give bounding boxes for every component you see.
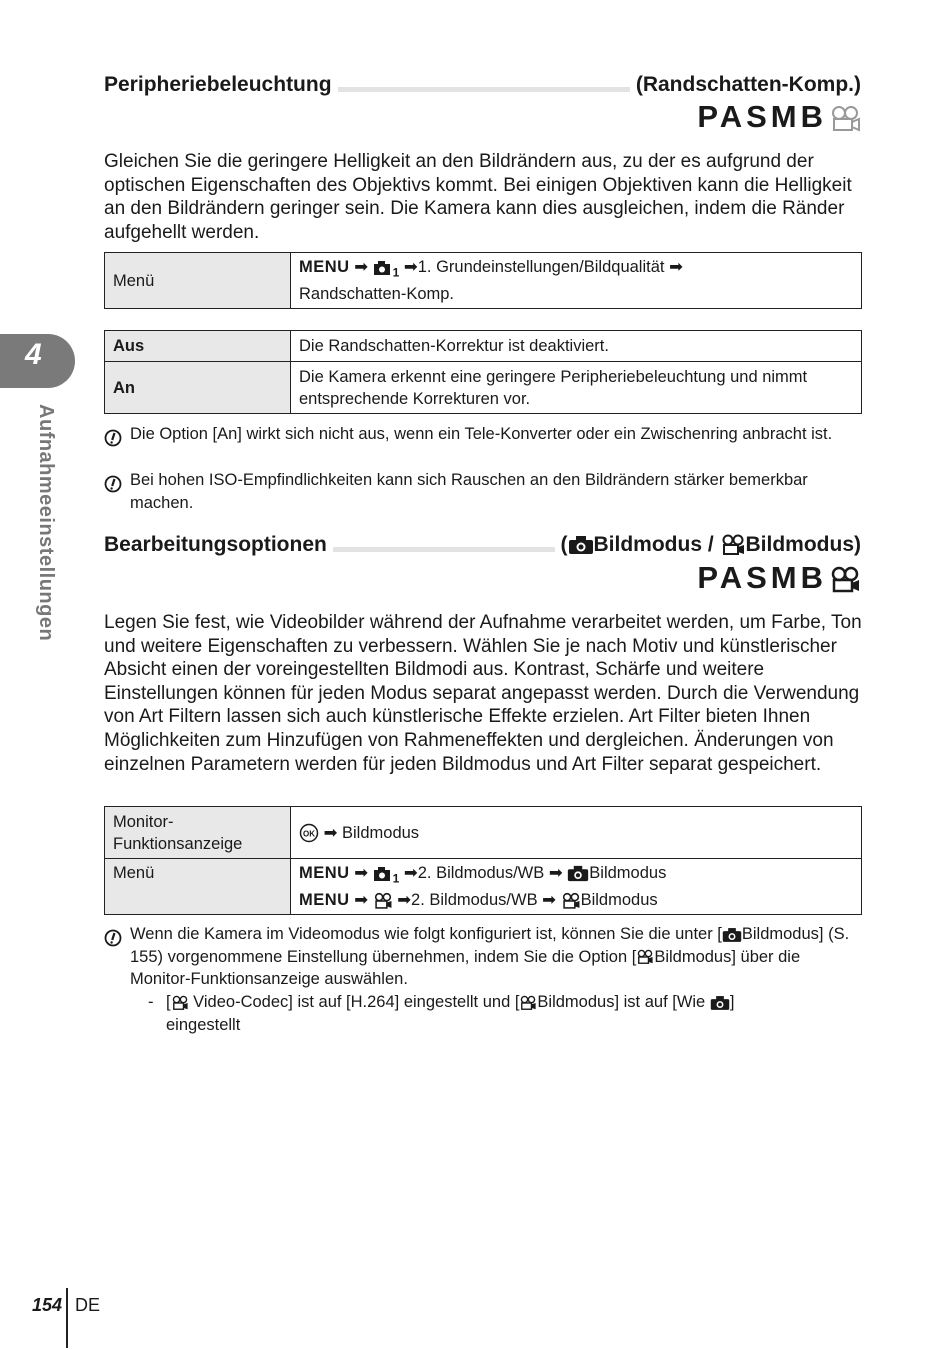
- section2-intro: Legen Sie fest, wie Videobilder während der Aufnahme verarbeitet werden, um Farbe, Ton und weitere Eigenschaften zu verbessern. Wählen Sie je nach Motiv und künstlerischer Absicht einen der voreingestellten Bildmodi aus. Kontrast, Schärfe und weitere Einstellungen können für jeden Modus separat angepasst werden. Durch die Verwendung von Art Filtern lassen sich auch künstlerische Effekte erzielen. Art Filter bieten Ihnen Möglichkeiten zum Hinzufügen von Rahmeneffekten und dergleichen. Änderungen von einzelnen Parametern werden für jeden Bildmodus und Art Filter separat gespeichert.: [104, 612, 862, 775]
- chapter-label: Aufnahmeeinstellungen: [35, 404, 57, 642]
- menu-path-table: [104, 252, 862, 309]
- menu-path-text: 1. Grundeinstellungen/Bildqualität: [417, 258, 665, 276]
- language-code: DE: [75, 1295, 101, 1315]
- note-3-subitem: - [ Video-Codec] ist auf [H.264] eingestellt und [ Bildmodus] ist auf [Wie ] eingestellt: [148, 993, 735, 1034]
- section1-intro: Gleichen Sie die geringere Helligkeit an den Bildrändern aus, zu der es aufgrund der optischen Eigenschaften des Objektivs kommt. Bei einigen Objektiven kann die Helligkeit an den Bildrändern geringer sein. Die Kamera kann dies ausgleichen, indem die Ränder aufgehellt werden.: [104, 151, 852, 243]
- movie-mode-icon: [829, 561, 861, 595]
- movie-icon: [636, 948, 654, 966]
- movie-icon: [171, 993, 189, 1011]
- heading-title-right: ( Bildmodus / Bildmodus): [555, 532, 862, 558]
- svg-text:OK: OK: [303, 829, 315, 839]
- camera-icon: [710, 993, 730, 1011]
- monitor-key: Monitor-Funktionsanzeige: [105, 807, 291, 859]
- modes-letters: PASMB: [697, 99, 827, 134]
- option-desc-an: Die Kamera erkennt eine geringere Peripheriebeleuchtung und nimmt entsprechende Korrekturen vor.: [291, 362, 862, 414]
- section-heading-bearbeitung: [104, 532, 861, 560]
- menu-key: Menü: [105, 253, 291, 309]
- chapter-number: 4: [25, 338, 42, 371]
- note-3: Wenn die Kamera im Videomodus wie folgt konfiguriert ist, können Sie die unter [ Bildmodus] (S. 155) vorgenommene Einstellung übernehmen, indem Sie die Option [ Bildmodus] über die Monitor-Funktionsanzeige auswählen.: [104, 923, 864, 991]
- caution-icon: [104, 426, 122, 449]
- movie-icon: [720, 533, 746, 556]
- option-key-aus: Aus: [105, 331, 291, 362]
- arrow-icon: ➡: [403, 258, 418, 276]
- ok-button-icon: [299, 824, 319, 842]
- camera-tab-icon: 1: [373, 258, 400, 276]
- menu-paths: MENU ➡ $_1$ ➡2. Bildmodus/WB ➡ Bildmodus MENU ➡ ➡2. Bildmodus/WB ➡ Bildmodus: [291, 859, 862, 915]
- menu-path-text-2: Randschatten-Komp.: [299, 285, 455, 304]
- footer-divider: [66, 1288, 68, 1348]
- heading-title-left: Peripheriebeleuchtung: [104, 72, 338, 98]
- movie-tab-icon: [373, 891, 393, 909]
- shooting-modes: [697, 100, 861, 134]
- option-desc-aus: Die Randschatten-Korrektur ist deaktiviert.: [291, 331, 862, 362]
- note-1-text: Die Option [An] wirkt sich nicht aus, wenn ein Tele-Konverter oder ein Zwischenring anbracht ist.: [130, 425, 833, 443]
- note-2: [104, 469, 864, 514]
- movie-icon: [519, 993, 537, 1011]
- arrow-icon: ➡: [323, 823, 338, 842]
- menu-word: MENU: [299, 258, 350, 276]
- menu-key: Menü: [105, 859, 291, 915]
- modes-letters: PASMB: [697, 560, 827, 595]
- arrow-icon: ➡: [548, 864, 563, 882]
- monitor-path-text: Bildmodus: [342, 823, 420, 842]
- camera-icon: [722, 925, 742, 943]
- arrow-icon: ➡: [354, 891, 369, 910]
- arrow-icon: ➡: [397, 891, 412, 910]
- arrow-icon: ➡: [354, 258, 369, 276]
- caution-icon: [104, 926, 122, 949]
- option-key-an: An: [105, 362, 291, 414]
- note-1: [104, 423, 864, 446]
- heading-title-right: (Randschatten-Komp.): [630, 72, 861, 98]
- options-table: [104, 330, 862, 414]
- movie-icon: [561, 891, 581, 909]
- arrow-icon: ➡: [403, 864, 418, 882]
- note-2-text: Bei hohen ISO-Empfindlichkeiten kann sich Rauschen an den Bildrändern stärker bemerkbar machen.: [130, 471, 808, 512]
- menu-path: [291, 253, 862, 309]
- section-heading-peripherie: [104, 72, 861, 100]
- caution-icon: [104, 472, 122, 495]
- arrow-icon: ➡: [669, 258, 683, 276]
- bildmodus-access-table: [104, 806, 862, 915]
- page-number: 154: [32, 1295, 63, 1315]
- camera-icon: [567, 864, 589, 882]
- shooting-modes: [697, 561, 861, 595]
- arrow-icon: ➡: [354, 864, 369, 882]
- heading-title-left: Bearbeitungsoptionen: [104, 532, 333, 558]
- camera-tab-icon: 1: [373, 864, 400, 882]
- monitor-path: [291, 807, 862, 859]
- movie-mode-outline-icon: [829, 100, 861, 134]
- camera-icon: [568, 533, 594, 556]
- arrow-icon: ➡: [542, 891, 556, 910]
